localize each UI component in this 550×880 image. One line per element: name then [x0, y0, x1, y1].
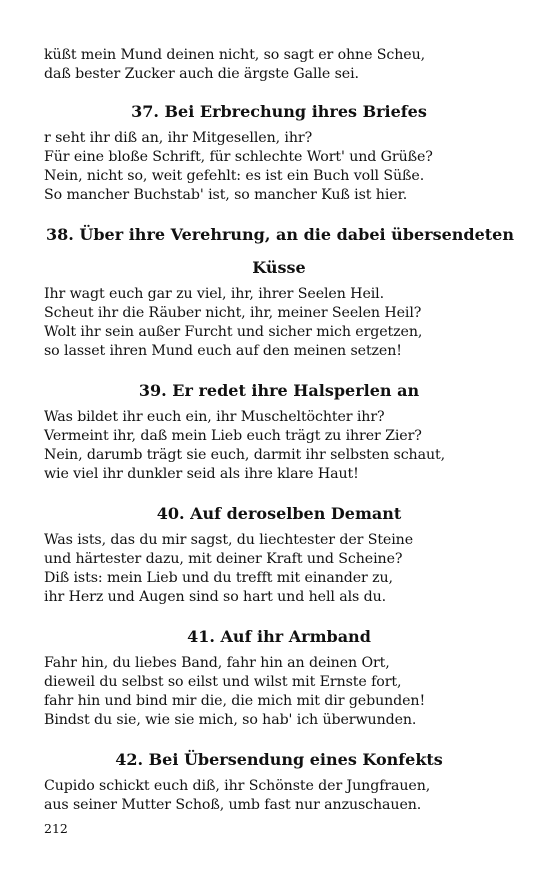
- verse-line: Wolt ihr sein außer Furcht und sicher mich ergetzen,: [44, 324, 423, 340]
- poem-stanza-40: [44, 531, 514, 607]
- poem-title-39: 39. Er redet ihre Halsperlen an: [138, 381, 420, 400]
- page-number: 212: [44, 821, 68, 836]
- verse-line: aus seiner Mutter Schoß, umb fast nur anzuschauen.: [44, 797, 422, 813]
- poem-title-38: 38. Über ihre Verehrung, an die dabei übersendeten: [46, 225, 514, 244]
- verse-line: Was bildet ihr euch ein, ihr Muscheltöchter ihr?: [44, 409, 385, 425]
- poem-title-40: 40. Auf deroselben Demant: [156, 504, 402, 523]
- verse-line: r seht ihr diß an, ihr Mitgesellen, ihr?: [44, 130, 313, 146]
- verse-line: fahr hin und bind mir die, die mich mit dir gebunden!: [44, 693, 426, 709]
- verse-line: Fahr hin, du liebes Band, fahr hin an deinen Ort,: [44, 655, 390, 671]
- verse-line: wie viel ihr dunkler seid als ihre klare Haut!: [44, 466, 359, 482]
- intro-stanza: [44, 46, 514, 84]
- verse-line: Vermeint ihr, daß mein Lieb euch trägt zu ihrer Zier?: [44, 428, 422, 444]
- poem-title-41: 41. Auf ihr Armband: [187, 627, 371, 646]
- verse-line: küßt mein Mund deinen nicht, so sagt er ohne Scheu,: [44, 47, 426, 63]
- poem-stanza-42: [44, 777, 514, 815]
- verse-line: So mancher Buchstab' ist, so mancher Kuß ist hier.: [44, 187, 408, 203]
- poem-stanza-41: [44, 654, 514, 730]
- verse-line: so lasset ihren Mund euch auf den meinen setzen!: [44, 343, 402, 359]
- verse-line: Nein, darumb trägt sie euch, darmit ihr selbsten schaut,: [44, 447, 445, 463]
- verse-line: daß bester Zucker auch die ärgste Galle sei.: [44, 66, 359, 82]
- poem-title-38-continued: Küsse: [252, 258, 306, 277]
- poem-title-37: 37. Bei Erbrechung ihres Briefes: [131, 102, 427, 121]
- verse-line: Ihr wagt euch gar zu viel, ihr, ihrer Seelen Heil.: [44, 286, 385, 302]
- verse-line: Was ists, das du mir sagst, du liechtester der Steine: [44, 532, 413, 548]
- poem-title-42: 42. Bei Übersendung eines Konfekts: [115, 750, 443, 769]
- poem-stanza-38: [44, 285, 514, 361]
- verse-line: Cupido schickt euch diß, ihr Schönste der Jungfrauen,: [44, 778, 431, 794]
- verse-line: Nein, nicht so, weit gefehlt: es ist ein Buch voll Süße.: [44, 168, 425, 184]
- verse-line: Scheut ihr die Räuber nicht, ihr, meiner Seelen Heil?: [44, 305, 422, 321]
- poem-stanza-39: [44, 408, 514, 484]
- page-body: [44, 46, 514, 815]
- verse-line: und härtester dazu, mit deiner Kraft und Scheine?: [44, 551, 403, 567]
- verse-line: ihr Herz und Augen sind so hart und hell als du.: [44, 589, 387, 605]
- poem-stanza-37: [44, 129, 514, 205]
- verse-line: Diß ists: mein Lieb und du trefft mit einander zu,: [44, 570, 393, 586]
- verse-line: dieweil du selbst so eilst und wilst mit Ernste fort,: [44, 674, 402, 690]
- verse-line: Bindst du sie, wie sie mich, so hab' ich überwunden.: [44, 712, 417, 728]
- verse-line: Für eine bloße Schrift, für schlechte Wort' und Grüße?: [44, 149, 433, 165]
